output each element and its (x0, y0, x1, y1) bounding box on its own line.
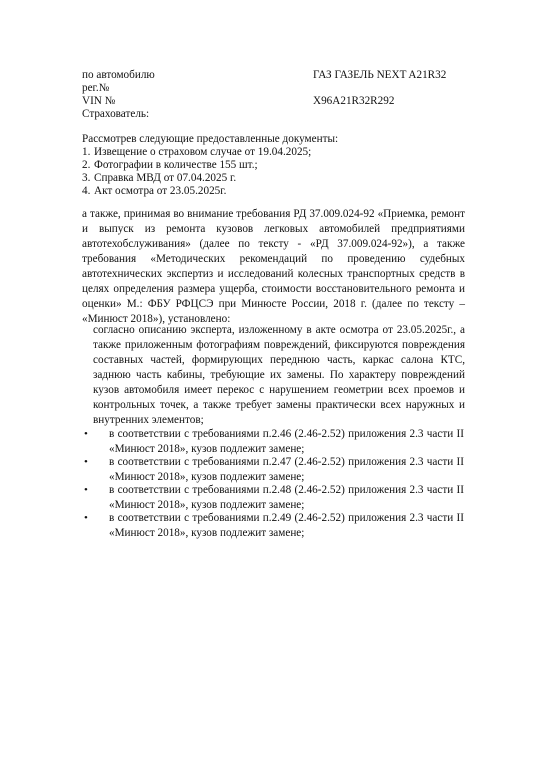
list-number: 3. (82, 172, 91, 184)
list-number: 2. (82, 159, 91, 171)
bullet-line: «Минюст 2018», кузов подлежит замене; (109, 499, 305, 511)
bullet-line: «Минюст 2018», кузов подлежит замене; (109, 527, 305, 539)
intro-text: Рассмотрев следующие предоставленные документы: (82, 133, 339, 145)
bullet-line: «Минюст 2018», кузов подлежит замене; (109, 471, 305, 483)
insured-label: Страхователь: (82, 108, 150, 120)
vehicle-label: по автомобилю (82, 69, 155, 81)
document-list-item (82, 158, 258, 172)
bullet-line: в соответствии с требованиями п.2.47 (2.46-2.52) приложения 2.3 части II (109, 456, 464, 468)
bullet-line: в соответствии с требованиями п.2.46 (2.46-2.52) приложения 2.3 части II (109, 428, 464, 440)
vehicle-value: ГАЗ ГАЗЕЛЬ NEXT A21R32 (313, 69, 447, 81)
bullet-icon: • (84, 428, 88, 440)
document-list-item (82, 184, 226, 198)
list-text: Справка МВД от 07.04.2025 г. (94, 172, 237, 184)
bullet-line: в соответствии с требованиями п.2.48 (2.46-2.52) приложения 2.3 части II (109, 484, 464, 496)
reg-label: рег.№ (82, 82, 110, 94)
requirements-paragraph: а также, принимая во внимание требования РД 37.009.024-92 «Приемка, ремонт и выпуск из ремонта кузовов легковых автомобилей предприятиями автотехобслуживания» (далее по тексту - «РД 37.009.024-92»), а также требования «Методических рекомендаций по проведению судебных автотехнических экспертиз и исследований колесных транспортных средств в целях определения размера ущерба, стоимости восстановительного ремонта и оценки» М.: ФБУ РФЦСЭ при Минюсте России, 2018 г. (далее по тексту – «Минюст 2018»), установлено: (82, 208, 465, 325)
findings-paragraph: согласно описанию эксперта, изложенному в акте осмотра от 23.05.2025г., а также приложенным фотографиям повреждений, фиксируются повреждения составных частей, формирующих переднюю часть, каркас салона КТС, заднюю часть кабины, требующие их замены. По характеру повреждений кузов автомобиля имеет перекос с нарушением геометрии всех проемов и контрольных точек, а также требует замены практически всех наружных и внутренних элементов; (93, 324, 465, 426)
bullet-item (109, 483, 464, 513)
document-list-item (82, 145, 311, 159)
bullet-item (109, 511, 464, 541)
list-text: Фотографии в количестве 155 шт.; (94, 159, 258, 171)
bullet-line: «Минюст 2018», кузов подлежит замене; (109, 443, 305, 455)
bullet-line: в соответствии с требованиями п.2.49 (2.46-2.52) приложения 2.3 части II (109, 512, 464, 524)
vin-value: X96A21R32R292 (313, 95, 395, 107)
bullet-icon: • (84, 512, 88, 524)
list-text: Акт осмотра от 23.05.2025г. (94, 185, 227, 197)
list-number: 1. (82, 146, 91, 158)
list-text: Извещение о страховом случае от 19.04.2025; (94, 146, 312, 158)
bullet-icon: • (84, 456, 88, 468)
vin-label: VIN № (82, 95, 116, 107)
bullet-item (109, 455, 464, 485)
bullet-item (109, 427, 464, 457)
list-number: 4. (82, 185, 91, 197)
document-list-item (82, 171, 236, 185)
bullet-icon: • (84, 484, 88, 496)
